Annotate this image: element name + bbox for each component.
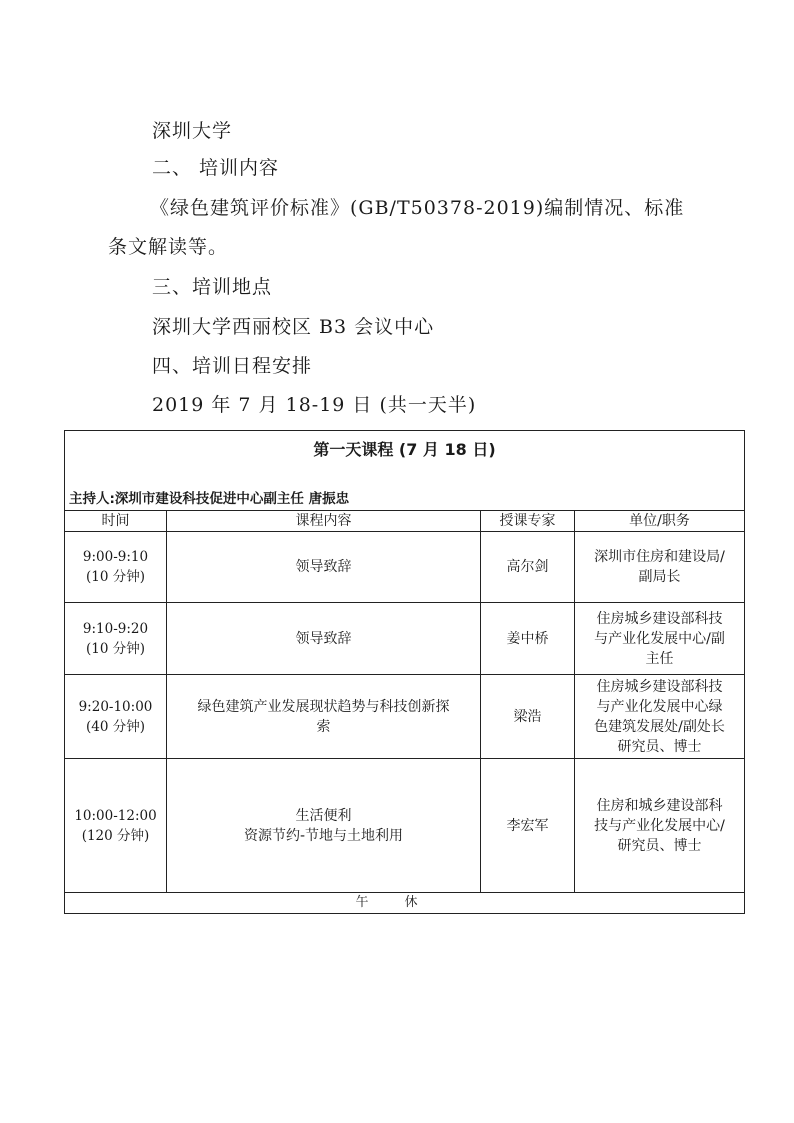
lunch-break: 午休 — [65, 893, 745, 914]
row-time: 9:20-10:00 (40 分钟) — [65, 675, 167, 759]
row-lecturer: 李宏军 — [481, 759, 575, 893]
row-time: 10:00-12:00 (120 分钟) — [65, 759, 167, 893]
table-row — [65, 603, 745, 675]
row-position: 住房和城乡建设部科 技与产业化发展中心/ 研究员、博士 — [575, 759, 745, 893]
row-content: 绿色建筑产业发展现状趋势与科技创新探 索 — [167, 675, 481, 759]
section-3-heading: 三、培训地点 — [152, 276, 273, 298]
row-time: 9:00-9:10 (10 分钟) — [65, 532, 167, 603]
row-content: 生活便利 资源节约-节地与土地利用 — [167, 759, 481, 893]
row-time: 9:10-9:20 (10 分钟) — [65, 603, 167, 675]
schedule-table — [64, 430, 745, 914]
row-position: 深圳市住房和建设局/ 副局长 — [575, 532, 745, 603]
table-row — [65, 759, 745, 893]
row-position: 住房城乡建设部科技 与产业化发展中心/副 主任 — [575, 603, 745, 675]
row-content: 领导致辞 — [167, 603, 481, 675]
section-2-heading: 二、 培训内容 — [152, 157, 280, 179]
table-row — [65, 532, 745, 603]
header-lecturer: 授课专家 — [481, 511, 575, 532]
row-lecturer: 姜中桥 — [481, 603, 575, 675]
section-4-body: 2019 年 7 月 18-19 日 (共一天半) — [152, 394, 477, 416]
org-line: 深圳大学 — [152, 120, 233, 142]
host-line: 主持人:深圳市建设科技促进中心副主任 唐振忠 — [65, 469, 745, 511]
section-4-heading: 四、培训日程安排 — [152, 355, 313, 377]
section-2-body-line-1: 《绿色建筑评价标准》(GB/T50378-2019)编制情况、标准 — [150, 197, 685, 219]
header-content: 课程内容 — [167, 511, 481, 532]
header-position: 单位/职务 — [575, 511, 745, 532]
table-header-row — [65, 511, 745, 532]
header-time: 时间 — [65, 511, 167, 532]
row-content: 领导致辞 — [167, 532, 481, 603]
row-lecturer: 梁浩 — [481, 675, 575, 759]
section-2-body-line-2: 条文解读等。 — [108, 236, 229, 258]
day-title: 第一天课程 (7 月 18 日) — [65, 431, 745, 470]
section-3-body: 深圳大学西丽校区 B3 会议中心 — [152, 316, 435, 338]
table-row — [65, 675, 745, 759]
row-lecturer: 高尔剑 — [481, 532, 575, 603]
row-position: 住房城乡建设部科技 与产业化发展中心绿 色建筑发展处/副处长 研究员、博士 — [575, 675, 745, 759]
